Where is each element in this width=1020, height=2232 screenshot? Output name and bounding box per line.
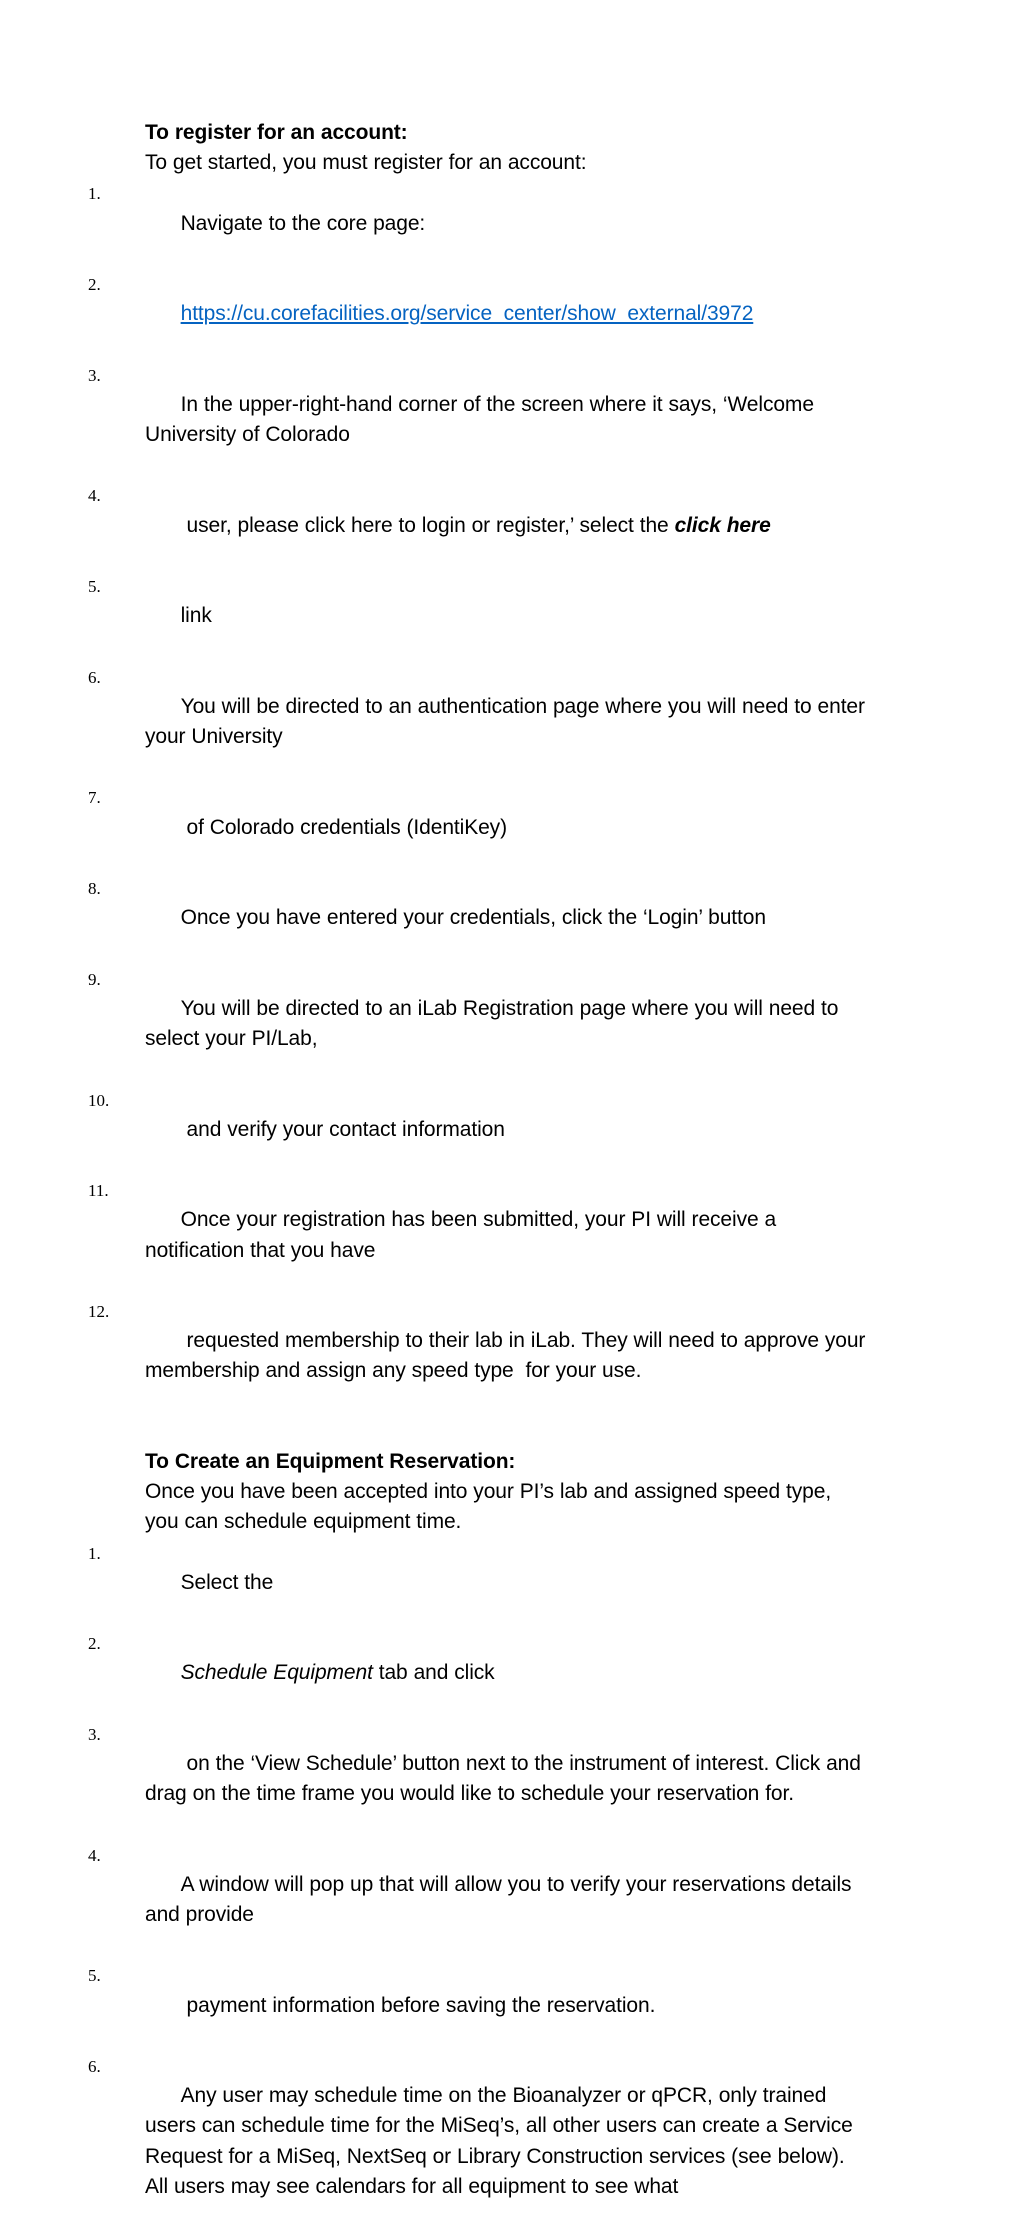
list-item-text: tab and click xyxy=(372,1661,495,1685)
list-item-text: Once your registration has been submitted, your PI will receive a notification that you have xyxy=(145,1208,783,1262)
list-item-text: link xyxy=(180,604,212,628)
section-heading-reservation: To Create an Equipment Reservation: xyxy=(145,1449,516,1473)
list-marker: 3. xyxy=(88,365,101,385)
document-body xyxy=(84,118,884,2232)
list-item xyxy=(84,269,870,360)
list-item xyxy=(84,1175,870,1296)
list-item xyxy=(84,571,870,662)
list-item xyxy=(84,480,870,571)
list-marker: 6. xyxy=(88,2056,101,2076)
list-marker: 7. xyxy=(88,788,101,808)
list-item xyxy=(84,1296,870,1417)
list-item-text: You will be directed to an iLab Registration page where you will need to select your PI/Lab, xyxy=(145,996,845,1051)
list-item-text: Select the xyxy=(180,1570,274,1594)
list-marker: 5. xyxy=(88,577,101,597)
section-spacer xyxy=(84,1417,884,1447)
list-marker: 4. xyxy=(88,1845,101,1865)
list-item-text: Any user may schedule time on the Bioanalyzer or qPCR, only trained users can schedule time for the MiSeq’s, all other users can create a Service Request for a MiSeq, NextSeq or Library Construction services (see below). All users may see calendars for all equipment to see what xyxy=(145,2084,859,2198)
list-item xyxy=(84,1538,870,1629)
list-item-text: You will be directed to an authentication page where you will need to enter your University xyxy=(145,694,871,749)
list-item-text: Navigate to the core page: xyxy=(180,211,426,235)
section-heading-register: To register for an account: xyxy=(145,121,408,144)
list-marker: 9. xyxy=(88,969,101,989)
list-marker: 2. xyxy=(88,1634,101,1654)
list-marker: 12. xyxy=(88,1301,110,1321)
list-item xyxy=(84,964,870,1085)
list-marker: 3. xyxy=(88,1724,101,1744)
section-intro-reservation: Once you have been accepted into your PI’s lab and assigned speed type, you can schedule equipment time. xyxy=(145,1480,837,1534)
schedule-equipment-emphasis: Schedule Equipment xyxy=(180,1661,373,1685)
list-item xyxy=(84,2051,870,2232)
list-marker: 5. xyxy=(88,1966,101,1986)
list-item xyxy=(84,662,870,783)
list-item xyxy=(84,782,870,873)
list-marker: 1. xyxy=(88,184,101,204)
list-marker: 4. xyxy=(88,486,101,506)
list-item-text: on the ‘View Schedule’ button next to the instrument of interest. Click and drag on the time frame you would like to schedule your reservation for. xyxy=(145,1751,867,1806)
list-item-text: and verify your contact information xyxy=(180,1117,505,1141)
list-marker: 6. xyxy=(88,667,101,687)
list-item xyxy=(84,360,870,481)
section-intro-register: To get started, you must register for an account: xyxy=(145,151,587,175)
core-page-hyperlink[interactable]: https://cu.corefacilities.org/service_center/show_external/3972 xyxy=(180,302,754,326)
list-item-text: Once you have entered your credentials, click the ‘Login’ button xyxy=(180,906,766,930)
list-item-text: of Colorado credentials (IdentiKey) xyxy=(180,815,507,839)
list-item xyxy=(84,1960,870,2051)
list-item xyxy=(84,873,870,964)
list-marker: 11. xyxy=(88,1181,109,1201)
list-item xyxy=(84,1840,870,1961)
list-item-text: requested membership to their lab in iLab. They will need to approve your membership and assign any speed type for your use. xyxy=(145,1329,872,1383)
list-marker: 1. xyxy=(88,1543,101,1563)
list-item-text: In the upper-right-hand corner of the screen where it says, ‘Welcome University of Colorado xyxy=(145,392,820,447)
list-item xyxy=(84,1085,870,1176)
list-item xyxy=(84,1628,870,1719)
list-item-text: payment information before saving the reservation. xyxy=(180,1993,656,2017)
list-item-text: A window will pop up that will allow you to verify your reservations details and provide xyxy=(145,1872,858,1926)
list-marker: 8. xyxy=(88,879,101,899)
list-marker: 10. xyxy=(88,1090,110,1110)
list-item-text: user, please click here to login or register,’ select the xyxy=(180,513,675,537)
click-here-emphasis: click here xyxy=(674,513,771,537)
list-item xyxy=(84,178,870,269)
list-marker: 2. xyxy=(88,275,101,295)
list-item xyxy=(84,1719,870,1840)
